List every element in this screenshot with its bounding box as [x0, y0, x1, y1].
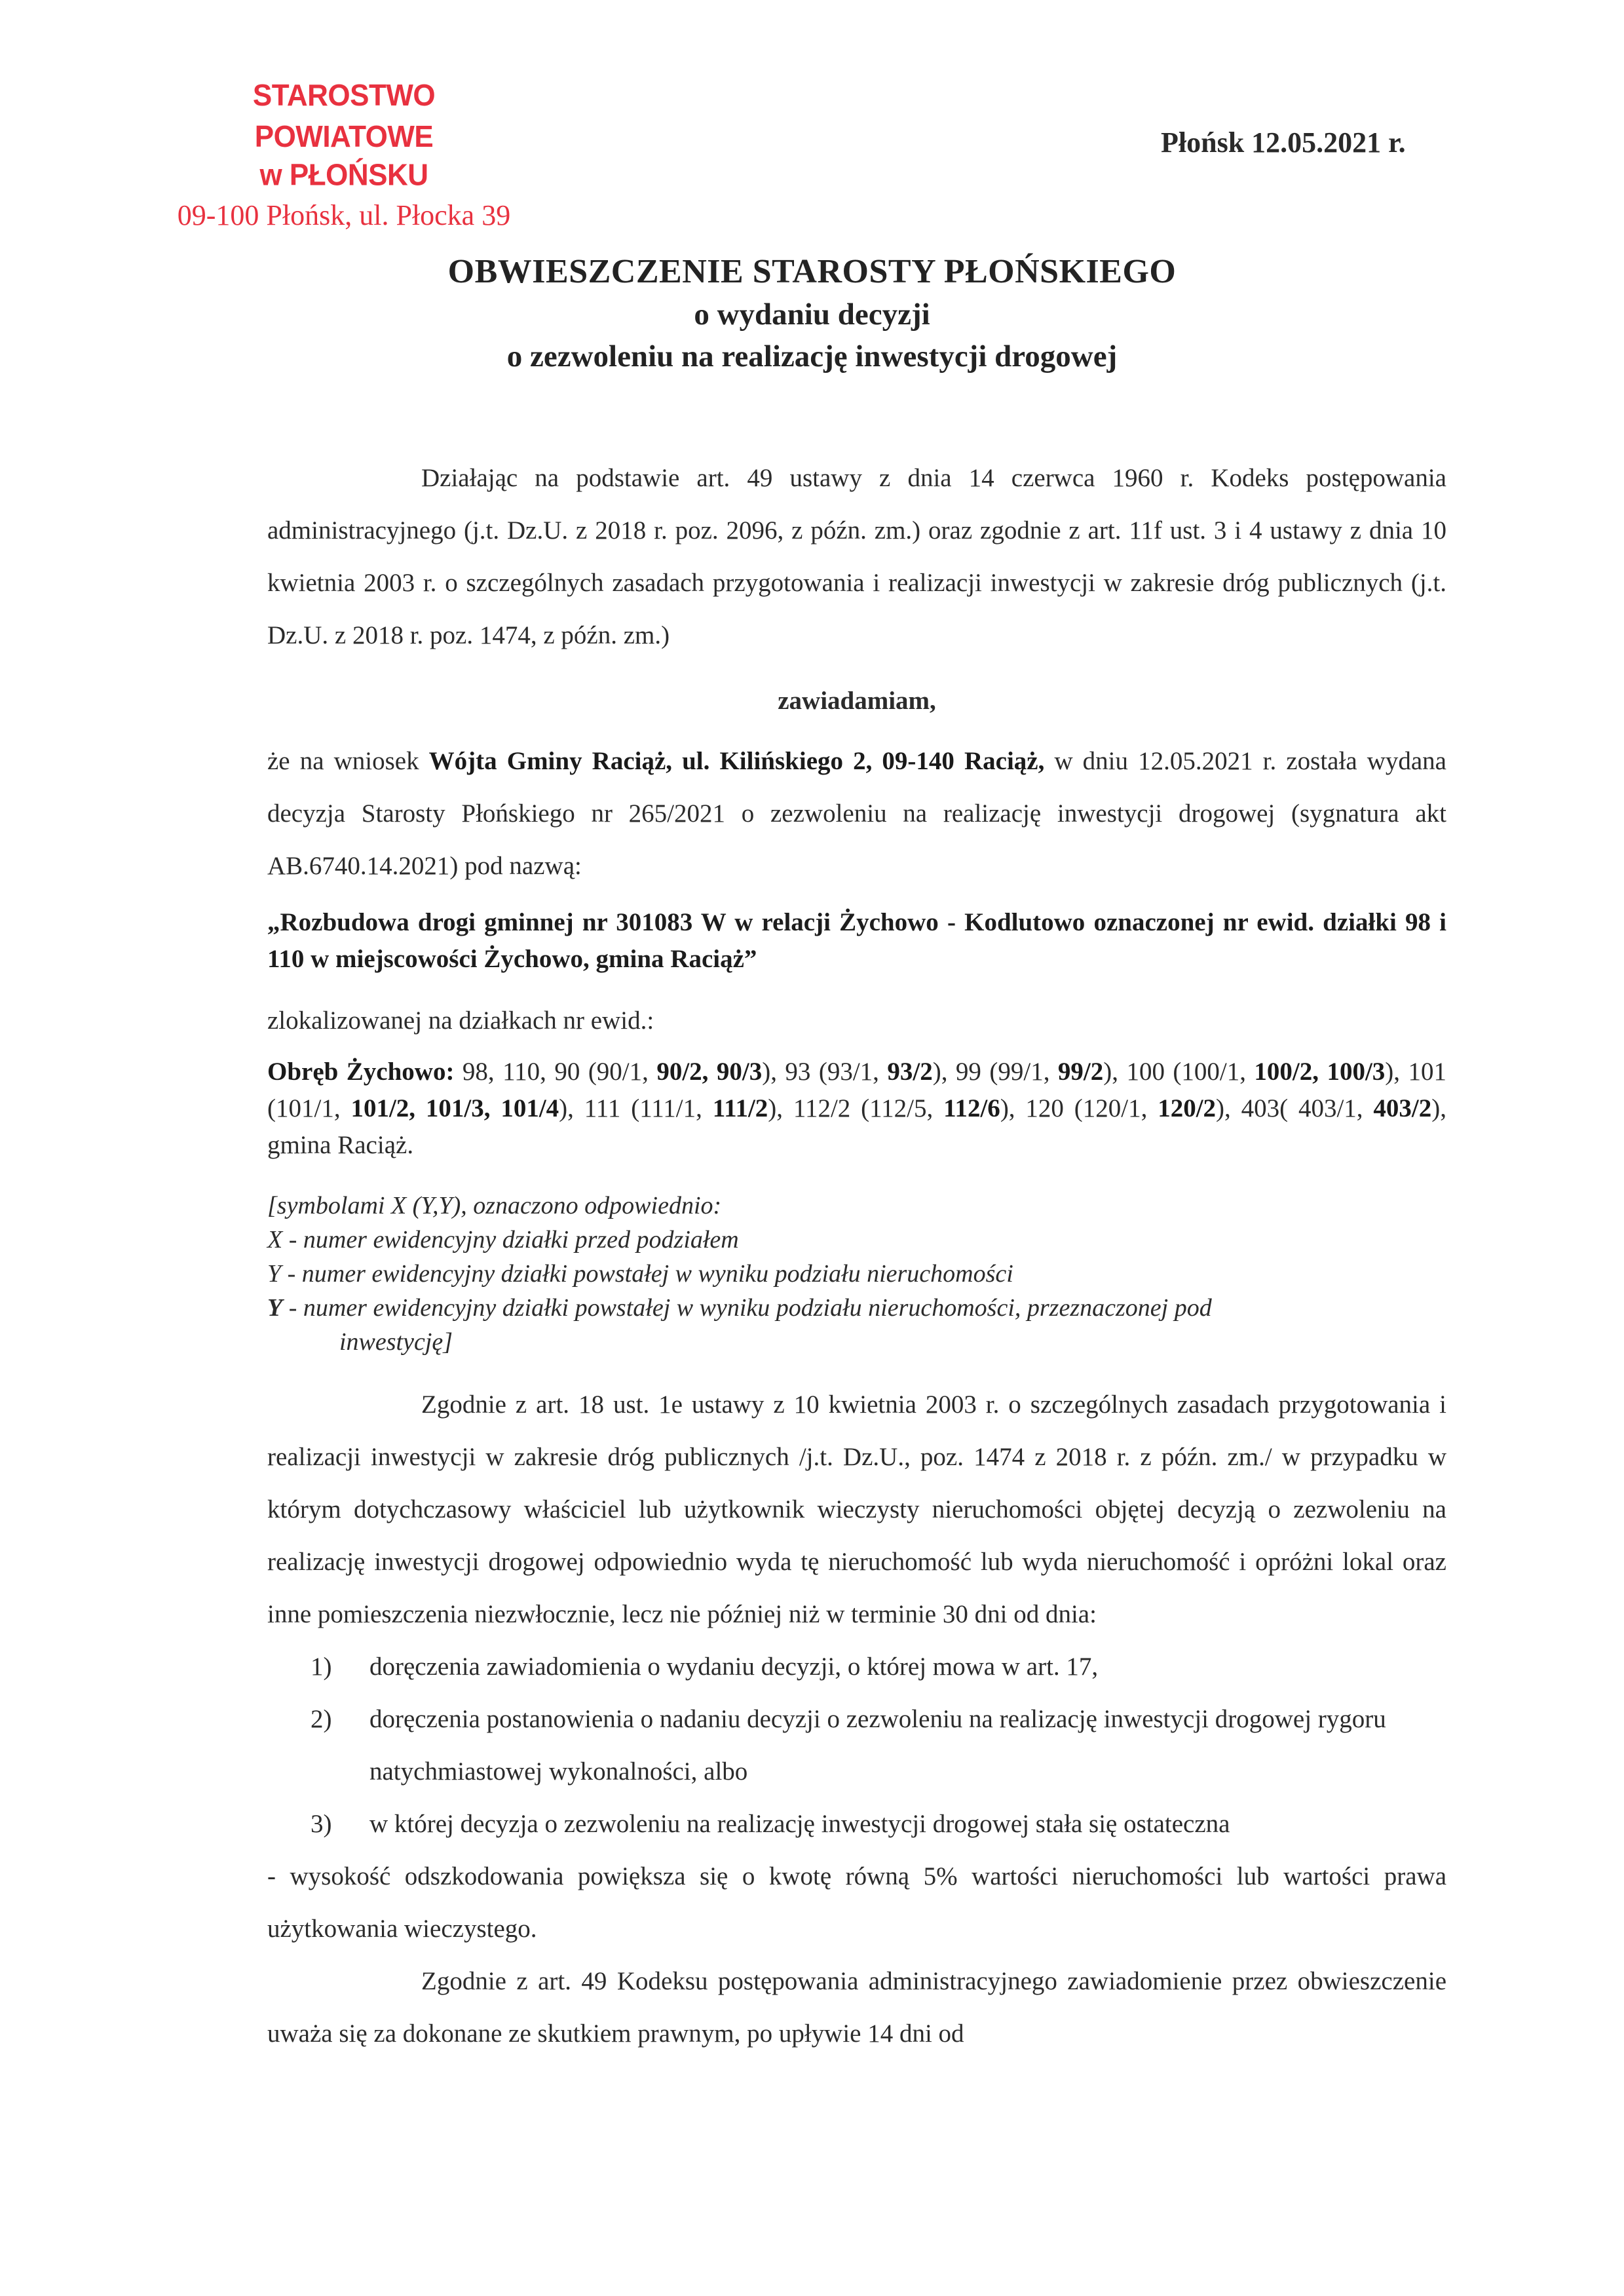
document-body [267, 452, 1446, 2060]
legend-row [267, 1257, 1446, 1291]
title-line-1: OBWIESZCZENIE STAROSTY PŁOŃSKIEGO [447, 253, 1177, 290]
parcel-number-investment: 99/2 [1057, 1058, 1104, 1086]
legend-description: - numer ewidencyjny działki powstałej w wyniku podziału nieruchomości, przeznaczonej pod [282, 1294, 1212, 1322]
compensation-outcome: - wysokość odszkodowania powiększa się o kwotę równą 5% wartości nieruchomości lub wartości prawa użytkowania wieczystego. [267, 1862, 1446, 1943]
title-line-3: o zezwoleniu na realizację inwestycji drogowej [506, 339, 1118, 373]
stamp-office-address: 09-100 Płońsk, ul. Płocka 39 [177, 199, 511, 231]
parcel-number: ), 99 (99/1, [932, 1058, 1058, 1086]
title-line-2: o wydaniu decyzji [694, 297, 930, 332]
parcel-number: 98, 110, 90 (90/1, [454, 1058, 657, 1086]
parcel-number: ), gmina Raciąż. [267, 1094, 1446, 1159]
parcel-list [267, 1054, 1446, 1164]
legend-row [267, 1223, 1446, 1257]
office-stamp [167, 77, 521, 236]
application-details: w dniu 12.05.2021 r. została wydana decyzja Starosty Płońskiego nr 265/2021 o zezwoleniu na realizację inwestycji drogowej (sygnatura akt AB.6740.14.2021) pod nazwą: [267, 747, 1446, 880]
document-date: Płońsk 12.05.2021 r. [1161, 126, 1406, 159]
condition-item [267, 1693, 1446, 1798]
symbol-legend [267, 1189, 1446, 1359]
parcel-number-investment: 93/2 [887, 1058, 933, 1086]
parcel-number: ), 112/2 (112/5, [768, 1094, 944, 1122]
parcel-number-investment: 101/2, 101/3, 101/4 [350, 1094, 559, 1122]
condition-number: 1) [311, 1653, 332, 1681]
parcel-number: ), 93 (93/1, [762, 1058, 888, 1086]
condition-number: 2) [311, 1705, 332, 1733]
parcel-number: ), 111 (111/1, [559, 1094, 713, 1122]
parcel-number: ), 403( 403/1, [1216, 1094, 1374, 1122]
parcel-precinct-label: Obręb Żychowo: [267, 1058, 455, 1086]
parcel-number: ), 101 (101/1, [267, 1058, 1446, 1122]
legend-description: - numer ewidencyjny działki powstałej w wyniku podziału nieruchomości [281, 1260, 1013, 1288]
parcel-number-investment: 120/2 [1158, 1094, 1217, 1122]
document-title [0, 250, 1624, 377]
application-paragraph [267, 735, 1446, 892]
parcel-number-investment: 111/2 [712, 1094, 768, 1122]
parcel-number: ), 120 (120/1, [1000, 1094, 1158, 1122]
legend-symbol: Y [267, 1294, 283, 1322]
condition-number: 3) [311, 1810, 332, 1838]
conditions-list [267, 1641, 1446, 1850]
condition-item [267, 1641, 1446, 1693]
stamp-office-city: w PŁOŃSKU [259, 158, 428, 193]
condition-text: doręczenia postanowienia o nadaniu decyzji o zezwoleniu na realizację inwestycji drogowej rygoru natychmiastowej wykonalności, albo [369, 1705, 1386, 1786]
condition-text: w której decyzja o zezwoleniu na realizację inwestycji drogowej stała się ostateczna [369, 1810, 1230, 1838]
compensation-paragraph: Zgodnie z art. 18 ust. 1e ustawy z 10 kwietnia 2003 r. o szczególnych zasadach przygotowania i realizacji inwestycji w zakresie dróg publicznych /j.t. Dz.U., poz. 1474 z 2018 r. z późn. zm./ w przypadku w którym dotychczasowy właściciel lub użytkownik wieczysty nieruchomości objętej decyzją o zezwoleniu na realizację inwestycji drogowej odpowiednio wyda tę nieruchomość lub wyda nieruchomość i opróżni lokal oraz inne pomieszczenia niezwłocznie, lecz nie później niż w terminie 30 dni od dnia: [267, 1390, 1446, 1628]
closing-paragraph: Zgodnie z art. 49 Kodeksu postępowania administracyjnego zawiadomienie przez obwieszczenie uważa się za dokonane ze skutkiem prawnym, po upływie 14 dni od [267, 1967, 1446, 2048]
legend-symbol: X [267, 1226, 283, 1253]
parcel-number-investment: 403/2 [1373, 1094, 1432, 1122]
parcel-number-investment: 100/2, 100/3 [1254, 1058, 1386, 1086]
project-name: „Rozbudowa drogi gminnej nr 301083 W w relacji Żychowo - Kodlutowo oznaczonej nr ewid. działki 98 i 110 w miejscowości Żychowo, gmina Raciąż” [267, 908, 1446, 973]
location-label: zlokalizowanej na działkach nr ewid.: [267, 1006, 654, 1035]
legend-rows [267, 1223, 1446, 1325]
legend-description: - numer ewidencyjny działki przed podziałem [282, 1226, 739, 1253]
notification-heading: zawiadamiam, [778, 687, 936, 715]
parcel-number: ), 100 (100/1, [1103, 1058, 1255, 1086]
legend-continuation: inwestycję] [339, 1328, 453, 1356]
condition-item [267, 1798, 1446, 1850]
legend-symbol: Y [267, 1260, 282, 1288]
application-prefix: że na wniosek [267, 747, 429, 775]
parcel-number-investment: 90/2, 90/3 [656, 1058, 763, 1086]
applicant-name: Wójta Gminy Raciąż, ul. Kilińskiego 2, 09-140 Raciąż, [428, 747, 1045, 775]
legend-intro: [symbolami X (Y,Y), oznaczono odpowiednio: [267, 1192, 722, 1219]
stamp-office-name: STAROSTWO POWIATOWE [252, 79, 436, 154]
legal-basis-paragraph: Działając na podstawie art. 49 ustawy z dnia 14 czerwca 1960 r. Kodeks postępowania administracyjnego (j.t. Dz.U. z 2018 r. poz. 2096, z późn. zm.) oraz zgodnie z art. 11f ust. 3 i 4 ustawy z dnia 10 kwietnia 2003 r. o szczególnych zasadach przygotowania i realizacji inwestycji w zakresie dróg publicznych (j.t. Dz.U. z 2018 r. poz. 1474, z późn. zm.) [267, 464, 1446, 649]
parcel-number-investment: 112/6 [943, 1094, 1000, 1122]
condition-text: doręczenia zawiadomienia o wydaniu decyzji, o której mowa w art. 17, [369, 1653, 1099, 1681]
legend-row [267, 1291, 1446, 1325]
